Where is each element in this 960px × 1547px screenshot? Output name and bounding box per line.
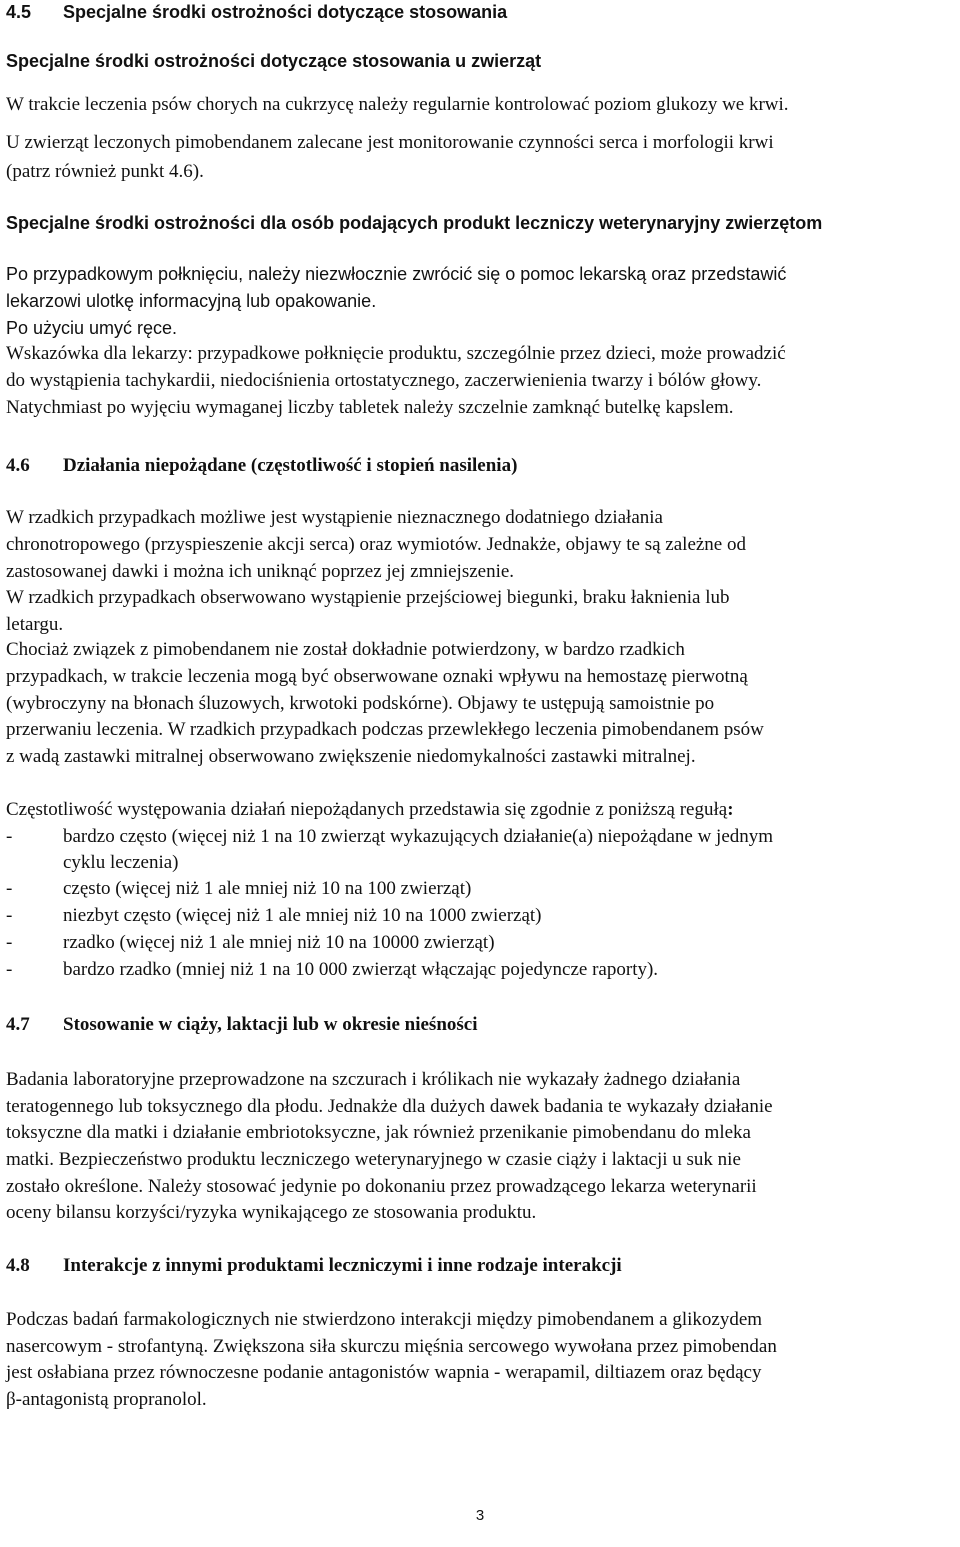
paragraph-line: W rzadkich przypadkach możliwe jest wystąpienie nieznacznego dodatniego działania [6, 507, 663, 528]
list-dash: - [6, 826, 13, 847]
paragraph-line: toksyczne dla matki i działanie embriotoksyczne, jak również przenikanie pimobendanu do mleka [6, 1122, 751, 1143]
list-dash: - [6, 905, 13, 926]
paragraph-line: chronotropowego (przyspieszenie akcji serca) oraz wymiotów. Jednakże, objawy te są zależne od [6, 534, 746, 555]
paragraph-line: W trakcie leczenia psów chorych na cukrzycę należy regularnie kontrolować poziom glukozy we krwi. [6, 94, 789, 115]
list-dash: - [6, 959, 13, 980]
paragraph-line: (wybroczyny na błonach śluzowych, krwotoki podskórne). Objawy te ustępują samoistnie po [6, 693, 715, 714]
section-title: Działania niepożądane (częstotliwość i stopień nasilenia) [63, 455, 518, 476]
list-item-text: cyklu leczenia) [63, 852, 179, 873]
paragraph-line: Wskazówka dla lekarzy: przypadkowe połknięcie produktu, szczególnie przez dzieci, może prowadzić [6, 343, 786, 364]
paragraph-line: matki. Bezpieczeństwo produktu leczniczego weterynaryjnego w czasie ciąży i laktacji u suk nie [6, 1149, 741, 1170]
list-item-text: często (więcej niż 1 ale mniej niż 10 na 100 zwierząt) [63, 878, 472, 899]
frequency-intro-colon: : [727, 799, 734, 820]
list-item-text: bardzo często (więcej niż 1 na 10 zwierząt wykazujących działanie(a) niepożądane w jednym [63, 826, 774, 847]
section-title: Interakcje z innymi produktami leczniczymi i inne rodzaje interakcji [63, 1255, 622, 1276]
paragraph-line: lekarzowi ulotkę informacyjną lub opakowanie. [6, 291, 377, 311]
paragraph-line: do wystąpienia tachykardii, niedociśnienia ortostatycznego, zaczerwienienia twarzy i bólów głowy. [6, 370, 762, 391]
paragraph-line: jest osłabiana przez równoczesne podanie antagonistów wapnia - werapamil, diltiazem oraz będący [6, 1362, 762, 1383]
list-item-text: rzadko (więcej niż 1 ale mniej niż 10 na 10000 zwierząt) [63, 932, 495, 953]
section-title: Stosowanie w ciąży, laktacji lub w okresie nieśności [63, 1014, 478, 1035]
list-item-text: bardzo rzadko (mniej niż 1 na 10 000 zwierząt włączając pojedyncze raporty). [63, 959, 659, 980]
section-number: 4.8 [6, 1255, 30, 1276]
subheading-handlers: Specjalne środki ostrożności dla osób podających produkt leczniczy weterynaryjny zwierzętom [6, 213, 823, 233]
paragraph-line: W rzadkich przypadkach obserwowano wystąpienie przejściowej biegunki, braku łaknienia lub [6, 587, 730, 608]
paragraph-line: (patrz również punkt 4.6). [6, 161, 204, 182]
page-number: 3 [475, 1507, 485, 1524]
paragraph-line: przypadkach, w trakcie leczenia mogą być obserwowane oznaki wpływu na hemostazę pierwotną [6, 666, 748, 687]
paragraph-line: U zwierząt leczonych pimobendanem zalecane jest monitorowanie czynności serca i morfologii krwi [6, 132, 774, 153]
paragraph-line: z wadą zastawki mitralnej obserwowano zwiększenie niedomykalności zastawki mitralnej. [6, 746, 696, 767]
paragraph-line: Badania laboratoryjne przeprowadzone na szczurach i królikach nie wykazały żadnego działania [6, 1069, 741, 1090]
paragraph-line: β-antagonistą propranolol. [6, 1389, 207, 1410]
frequency-intro [6, 797, 734, 822]
paragraph-line: nasercowym - strofantyną. Zwiększona siła skurczu mięśnia sercowego wywołana przez pimobendan [6, 1336, 777, 1357]
paragraph-line: Po użyciu umyć ręce. [6, 318, 178, 338]
paragraph-line: Podczas badań farmakologicznych nie stwierdzono interakcji między pimobendanem a glikozydem [6, 1309, 763, 1330]
list-item-text: niezbyt często (więcej niż 1 ale mniej niż 10 na 1000 zwierząt) [63, 905, 542, 926]
paragraph-line: letargu. [6, 614, 64, 635]
list-dash: - [6, 878, 13, 899]
section-number: 4.6 [6, 455, 30, 476]
paragraph-line: zastosowanej dawki i można ich uniknąć poprzez jej zmniejszenie. [6, 561, 515, 582]
frequency-intro-text: Częstotliwość występowania działań niepożądanych przedstawia się zgodnie z poniższą regułą [6, 799, 728, 820]
paragraph-line: Chociaż związek z pimobendanem nie został dokładnie potwierdzony, w bardzo rzadkich [6, 639, 685, 660]
paragraph-line: Po przypadkowym połknięciu, należy niezwłocznie zwrócić się o pomoc lekarską oraz przedstawić [6, 264, 787, 284]
paragraph-line: przerwaniu leczenia. W rzadkich przypadkach podczas przewlekłego leczenia pimobendanem psów [6, 719, 764, 740]
list-dash: - [6, 932, 13, 953]
paragraph-line: oceny bilansu korzyści/ryzyka wynikającego ze stosowania produktu. [6, 1202, 537, 1223]
paragraph-line: teratogennego lub toksycznego dla płodu. Jednakże dla dużych dawek badania te wykazały działanie [6, 1096, 773, 1117]
paragraph-line: zostało określone. Należy stosować jedynie po dokonaniu przez prowadzącego lekarza weterynarii [6, 1176, 757, 1197]
section-title: Specjalne środki ostrożności dotyczące stosowania [63, 2, 508, 22]
section-number: 4.7 [6, 1014, 30, 1035]
section-number: 4.5 [6, 2, 32, 22]
paragraph-line: Natychmiast po wyjęciu wymaganej liczby tabletek należy szczelnie zamknąć butelkę kapslem. [6, 397, 734, 418]
subheading-animals: Specjalne środki ostrożności dotyczące stosowania u zwierząt [6, 51, 542, 71]
